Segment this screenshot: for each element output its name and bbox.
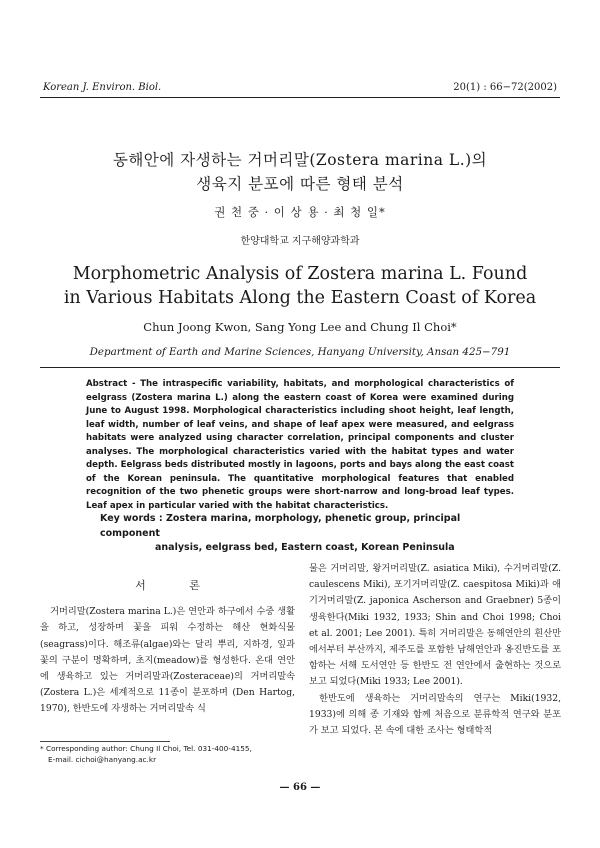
english-authors: Chun Joong Kwon, Sang Yong Lee and Chung Il Choi* bbox=[143, 320, 457, 334]
left-column bbox=[40, 578, 295, 718]
english-title-line-1: Morphometric Analysis of Zostera marina L. Found bbox=[72, 264, 528, 284]
footnote bbox=[40, 744, 310, 765]
page-number: — 66 — bbox=[279, 782, 321, 793]
keywords-line-1: Zostera marina, morphology, phenetic group, principal component bbox=[100, 513, 461, 539]
journal-name: Korean J. Environ. Biol. bbox=[43, 82, 162, 93]
title-rule bbox=[40, 367, 560, 368]
header-rule bbox=[40, 97, 560, 98]
keywords-line-2: analysis, eelgrass bed, Eastern coast, Korean Peninsula bbox=[155, 542, 455, 553]
section-heading: 서 론 bbox=[135, 579, 220, 592]
korean-authors: 권 천 중 · 이 상 용 · 최 청 일* bbox=[214, 205, 386, 219]
running-header bbox=[43, 79, 557, 97]
english-title-line-2: in Various Habitats Along the Eastern Coast of Korea bbox=[63, 288, 537, 308]
english-department: Department of Earth and Marine Sciences, Hanyang University, Ansan 425−791 bbox=[89, 346, 511, 358]
korean-title bbox=[40, 148, 560, 196]
right-column bbox=[309, 561, 561, 739]
right-paragraph-2: 한반도에 생육하는 거머리말속의 연구는 Miki(1932, 1933)에 의해 종 기재와 함께 처음으로 분류학적 연구와 분포가 보고 되었다. 본 속에 대한 조사는 형태학적 bbox=[309, 692, 561, 737]
intro-paragraph: 거머리말(Zostera marina L.)은 연안과 하구에서 수중 생활을 하고, 성장하며 꽃을 피워 수정하는 해산 현화식물(seagrass)이다. 해조류(algae)와는 달리 뿌리, 지하경, 잎과 꽃의 구분이 명확하며, 초지(meadow)를 형성한다. 온대 연안에 생육하고 있는 거머리말과(Zosteraceae)의 거머리말속(Zostera L.)은 세계적으로 11종이 분포하며 (Den Hartog, 1970), 한반도에 자생하는 거머리말속 식 bbox=[40, 606, 295, 715]
citation: 20(1) : 66−72(2002) bbox=[453, 82, 557, 93]
keywords-label: Key words : bbox=[100, 513, 166, 524]
footnote-rule bbox=[40, 741, 170, 742]
korean-title-line-2: 생육지 분포에 따른 형태 분석 bbox=[196, 175, 404, 193]
abstract: Abstract - The intraspecific variability, habitats, and morphological characteristics of eelgrass (Zostera marina L.) along the eastern coast of Korea were examined during June to August 1998. Morphological characteristics including shoot height, leaf length, leaf width, number of leaf veins, and shape of leaf apex were measured, and eelgrass habitats were analyzed using character correlation, principal components and cluster analyses. The morphological characteristics varied with the habitat types and water depth. Eelgrass beds distributed mostly in lagoons, ports and bays along the east coast of the Korean peninsula. The quantitative morphological features that enabled recognition of the two phenetic groups were short-narrow and long-broad leaf types. Leaf apex in particular varied with the habitat characteristics. bbox=[86, 379, 514, 511]
english-title bbox=[40, 262, 560, 310]
footnote-line-1: * Corresponding author: Chung Il Choi, Tel. 031-400-4155, bbox=[40, 744, 252, 753]
korean-title-line-1: 동해안에 자생하는 거머리말(Zostera marina L.)의 bbox=[112, 151, 488, 169]
keywords bbox=[100, 512, 520, 556]
korean-affiliation: 한양대학교 지구해양과학과 bbox=[240, 236, 360, 247]
right-paragraph-1: 물은 거머리말, 왕거머리말(Z. asiatica Miki), 수거머리말(Z. caulescens Miki), 포기거머리말(Z. caespitosa Miki)과 애기거머리말(Z. japonica Ascherson and Graebner) 5종이 생육한다(Miki 1932, 1933; Shin and Choi 1998; Choi et al. 2001; Lee 2001). 특히 거머리말은 동해연안의 흰산만에서부터 부산까지, 제주도를 포함한 남해연안과 옹진반도를 포함하는 서해 도서연안 등 한반도 전 연안에서 출현하는 것으로 보고 되었다(Miki 1933; Lee 2001). bbox=[309, 563, 561, 688]
footnote-line-2: E-mail. cichoi@hanyang.ac.kr bbox=[48, 754, 157, 764]
